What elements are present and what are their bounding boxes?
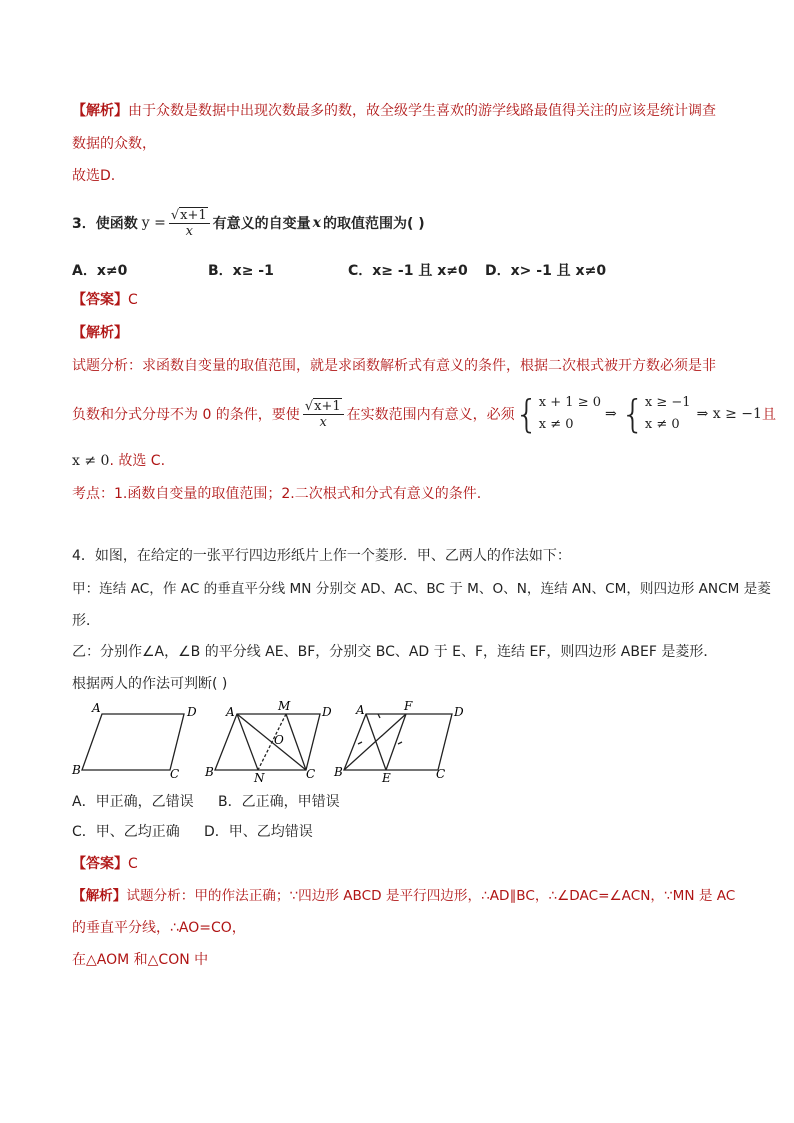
question-4-prompt: 根据两人的作法可判断( ): [72, 676, 228, 692]
fig3-label-e: E: [382, 771, 391, 785]
analysis-text-line: 数据的众数，: [72, 136, 156, 152]
function-fraction: $\frac{√x+1}{x}$: [169, 208, 210, 239]
option-b: B．乙正确，甲错误: [218, 794, 340, 810]
brace-icon: {: [514, 392, 539, 436]
option-c: C．甲、乙均正确: [72, 824, 180, 840]
analysis-text: 负数和分式分母不为 0 的条件，要使: [72, 407, 300, 423]
analysis-text-line: 的垂直平分线，∴AO=CO，: [72, 920, 246, 936]
option-a: A．x≠0: [72, 263, 128, 279]
fig2-label-m: M: [278, 699, 291, 713]
figure-2: [215, 714, 320, 770]
brace-icon: {: [620, 392, 645, 436]
variable-x: x: [312, 215, 321, 231]
fig3-label-a: A: [356, 703, 365, 717]
fig2-label-n: N: [254, 771, 265, 785]
analysis-text-line: 试题分析：求函数自变量的取值范围，就是求函数解析式有意义的条件，根据二次根式被开方数必须是非: [72, 358, 716, 374]
method-jia: 甲：连结 AC，作 AC 的垂直平分线 MN 分别交 AD、AC、BC 于 M、O、N，连结 AN、CM，则四边形 ANCM 是菱: [72, 581, 771, 597]
system-row: x + 1 ≥ 0: [538, 395, 601, 410]
analysis-text: 在实数范围内有意义，必须: [346, 407, 515, 423]
fig3-label-b: B: [334, 765, 343, 779]
analysis-text: 由于众数是数据中出现次数最多的数，故全级学生喜欢的游学线路最值得关注的应该是统计调查: [128, 103, 716, 119]
option-d: D．x> -1 且 x≠0: [485, 263, 607, 279]
system-row: x ≠ 0: [538, 417, 574, 432]
option-d: D．甲、乙均错误: [204, 824, 313, 840]
fig2-label-d: D: [322, 705, 332, 719]
answer-tag: 【答案】: [72, 292, 128, 308]
fig3-label-c: C: [436, 767, 446, 781]
system-row: x ≥ −1: [644, 395, 691, 410]
question-text: 有意义的自变量: [212, 216, 311, 232]
analysis-text: 试题分析：甲的作法正确；∵四边形 ABCD 是平行四边形，∴AD∥BC，∴∠DAC=∠ACN，∵MN 是 AC: [126, 888, 736, 904]
fig1-label-c: C: [170, 767, 180, 781]
method-yi: 乙：分别作∠A，∠B 的平分线 AE、BF，分别交 BC、AD 于 E、F，连结 EF，则四边形 ABEF 是菱形．: [72, 644, 718, 660]
system-row: x ≠ 0: [644, 417, 680, 432]
parallelogram-figures: [60, 698, 740, 788]
option-c: C．x≥ -1 且 x≠0: [348, 263, 468, 279]
analysis-conclusion: [72, 451, 165, 471]
answer-value: C: [128, 292, 138, 308]
fig3-label-d: D: [454, 705, 464, 719]
analysis-tag: 【解析】: [72, 325, 128, 341]
fig3-label-f: F: [404, 699, 413, 713]
fig2-label-a: A: [226, 705, 235, 719]
fig1-label-a: A: [92, 701, 101, 715]
function-lhs: y =: [141, 215, 166, 231]
analysis-paragraph: [72, 101, 716, 121]
option-b: B．x≥ -1: [208, 263, 274, 279]
question-4-stem: 4．如图，在给定的一张平行四边形纸片上作一个菱形．甲、乙两人的作法如下：: [72, 548, 571, 564]
answer-line: [72, 854, 138, 874]
figure-3: [344, 714, 452, 770]
answer-tag: 【答案】: [72, 856, 128, 872]
fig1-label-d: D: [187, 705, 197, 719]
figure-1: [82, 714, 184, 770]
result-expression: ⇒ x ≥ −1: [696, 406, 762, 422]
kaodian-line: 考点：1.函数自变量的取值范围；2.二次根式和分式有意义的条件.: [72, 486, 482, 502]
analysis-fraction: $\frac{√x+1}{x}$: [303, 399, 344, 430]
fraction-numerator: x+1: [314, 398, 341, 414]
inequality-system-1: [539, 392, 601, 436]
fraction-denominator: x: [185, 223, 193, 239]
analysis-math-line: [72, 388, 776, 440]
implies-symbol: ⇒: [605, 406, 617, 422]
analysis-conclusion: 故选D.: [72, 168, 116, 184]
answer-value: C: [128, 856, 138, 872]
fraction-denominator: x: [319, 414, 327, 430]
analysis-tag: 【解析】: [72, 103, 128, 119]
analysis-text-line: 在△AOM 和△CON 中: [72, 952, 209, 968]
fig2-label-c: C: [306, 767, 316, 781]
condition-expression: x ≠ 0: [72, 453, 110, 469]
analysis-tag: 【解析】: [72, 888, 127, 904]
question-3-stem: [72, 202, 425, 244]
fraction-numerator: x+1: [180, 207, 207, 223]
and-word: 且: [761, 407, 776, 423]
question-prefix: 3．使函数: [72, 216, 138, 232]
question-text-end: 的取值范围为( ): [323, 216, 425, 232]
analysis-paragraph: [72, 886, 735, 906]
fig2-label-o: O: [274, 733, 284, 747]
fig1-label-b: B: [72, 763, 81, 777]
method-jia-cont: 形．: [72, 613, 100, 629]
inequality-system-2: [645, 392, 691, 436]
fig2-label-b: B: [205, 765, 214, 779]
conclusion-text: . 故选 C.: [109, 453, 166, 469]
option-a: A．甲正确，乙错误: [72, 794, 194, 810]
answer-line: [72, 290, 138, 310]
